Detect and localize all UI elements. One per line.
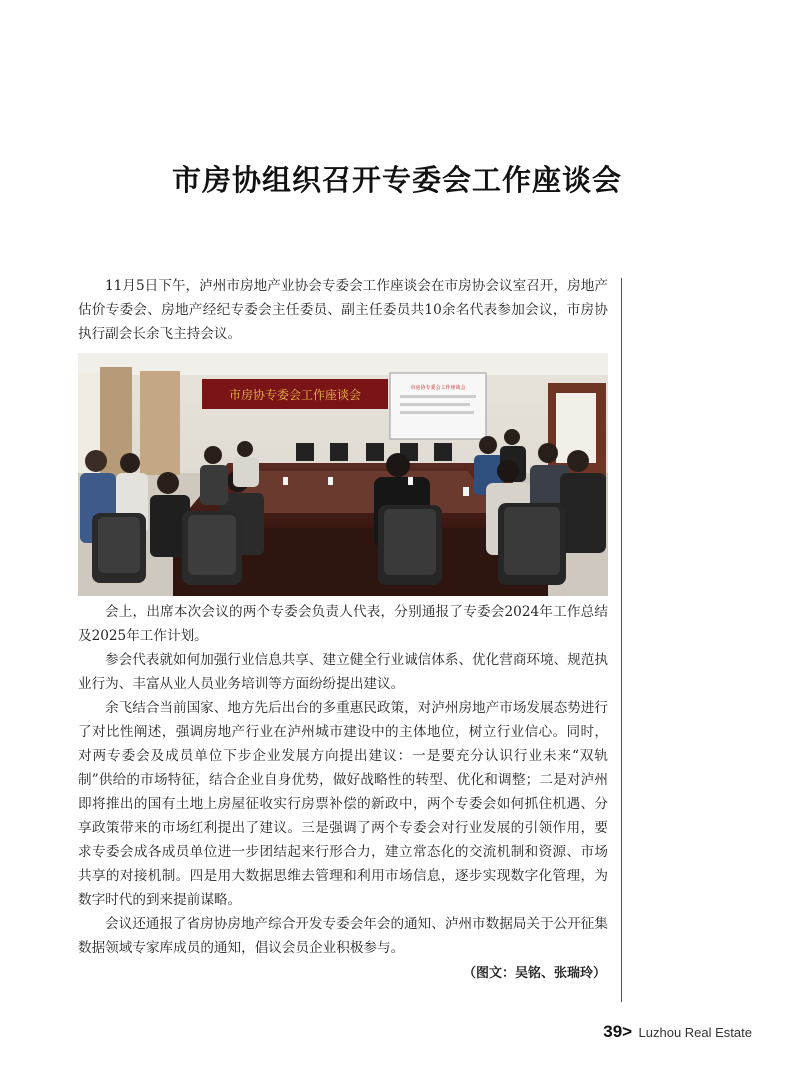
paragraph: 会上，出席本次会议的两个专委会负责人代表，分别通报了专委会2024年工作总结及2025年工作计划。 bbox=[78, 604, 608, 644]
paragraph: 余飞结合当前国家、地方先后出台的多重惠民政策，对泸州房地产市场发展态势进行了对比性阐述，强调房地产行业在泸州城市建设中的主体地位，树立行业信心。同时，对两专委会及成员单位下步企业发展方向提出建议：一是要充分认识行业未来“双轨制”供给的市场特征，结合企业自身优势，做好战略性的转型、优化和调整；二是对泸州即将推出的国有土地上房屋征收实行房票补偿的新政中，两个专委会如何抓住机遇、分享政策带来的市场红利提出了建议。三是强调了两个专委会对行业发展的引领作用，要求专委会成各成员单位进一步团结起来行形合力，建立常态化的交流机制和资源、市场共享的对接机制。四是用大数据思维去管理和利用市场信息，逐步实现数字化管理，为数字时代的到来提前谋略。 bbox=[78, 700, 608, 908]
article-body bbox=[78, 274, 608, 986]
photo-credit: （图文：吴铭、张瑞玲） bbox=[462, 966, 606, 981]
page-footer bbox=[603, 1022, 752, 1042]
paragraph: 会议还通报了省房协房地产综合开发专委会年会的通知、泸州市数据局关于公开征集数据领域专家库成员的通知，倡议会员企业积极参与。 bbox=[78, 916, 608, 956]
magazine-name: Luzhou Real Estate bbox=[638, 1025, 752, 1040]
paragraph: 参会代表就如何加强行业信息共享、建立健全行业诚信体系、优化营商环境、规范执业行为、丰富从业人员业务培训等方面纷纷提出建议。 bbox=[78, 652, 608, 692]
article-title: 市房协组织召开专委会工作座谈会 bbox=[171, 163, 622, 197]
banner-text: 市房协专委会工作座谈会 bbox=[228, 388, 362, 402]
column-divider bbox=[621, 278, 622, 1002]
page-number: 39> bbox=[603, 1022, 633, 1041]
paragraph: 11月5日下午，泸州市房地产业协会专委会工作座谈会在市房协会议室召开，房地产估价专委会、房地产经纪专委会主任委员、副主任委员共10余名代表参加会议，市房协执行副会长余飞主持会议。 bbox=[78, 278, 608, 342]
screen-text: 市房协专委会工作座谈会 bbox=[410, 385, 466, 391]
meeting-photo bbox=[78, 353, 608, 596]
